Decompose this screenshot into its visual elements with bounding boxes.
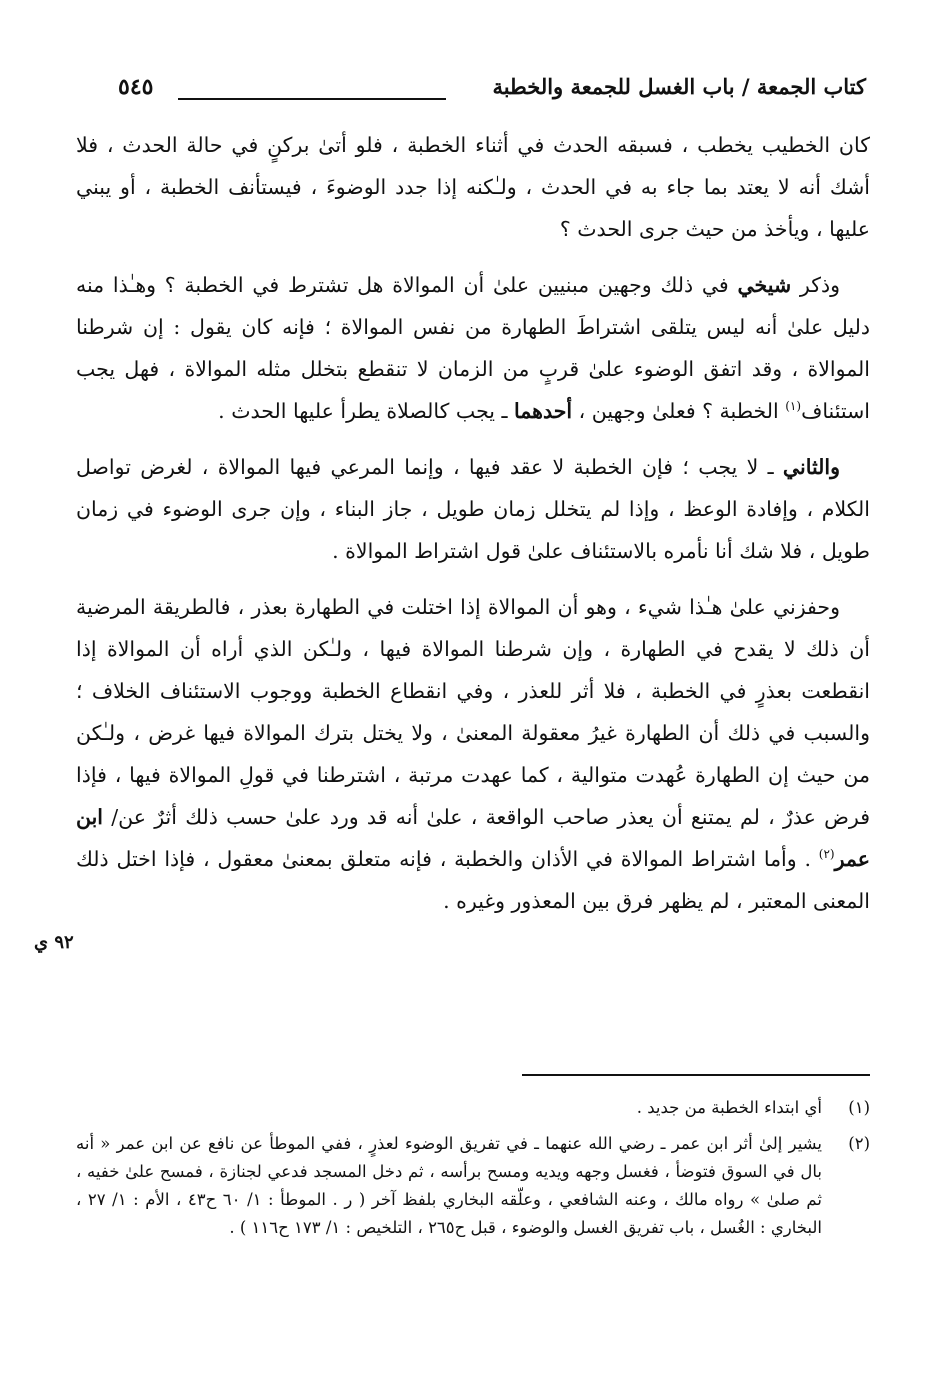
footnote-2-text: يشير إلىٰ أثر ابن عمر ـ رضي الله عنهما ـ في تفريق الوضوء لعذرٍ ، ففي الموطأ عن نافع عن ابن عمر « أنه بال في السوق فتوضأ ، فغسل وجهه ويديه ومسح برأسه ، ثم دخل المسجد فدعي لجنازة ، فمسح علىٰ خفيه ، ثم صلىٰ » رواه مالك ، وعنه الشافعي ، وعلّقه البخاري بلفظ آخر ( ر . الموطأ : ١/ ٦٠ ح٤٣ ، الأم : ١/ ٢٧ ، البخاري : الغُسل ، باب تفريق الغسل والوضوء ، قبل ح٢٦٥ ، التلخيص : ١/ ١٧٣ ح١١٦ ) .	[76, 1134, 822, 1237]
main-text	[76, 124, 870, 936]
paragraph-2-text-c: في ذلك وجهين مبنيين علىٰ أن الموالاة هل تشترط في الخطبة ؟ وهـٰذا منه دليل علىٰ أنه ليس يتلقى اشتراطَ الطهارة من نفس الموالاة ؛ فإنه كان يقول : إن شرطنا الموالاة ، وقد اتفق الوضوء علىٰ قربٍ من الزمان لا تنقطع بتخلل مثله الموالاة ، فهل يجب استئناف	[76, 273, 870, 423]
paragraph-2-text-f: ـ يجب كالصلاة يطرأ عليها الحدث .	[218, 399, 515, 423]
page-number: ٥٤٥	[118, 74, 154, 100]
header-rule	[178, 98, 446, 100]
footnote-2-number: (٢)	[848, 1134, 870, 1153]
footnote-1	[76, 1094, 870, 1122]
footnotes	[76, 1094, 870, 1250]
running-header	[118, 74, 866, 114]
manuscript-folio-note: ٩٢ ي	[34, 932, 74, 953]
paragraph-3-text: ـ لا يجب ؛ فإن الخطبة لا عقد فيها ، وإنما المرعي فيها الموالاة ، لغرض تواصل الكلام ، وإفادة الوعظ ، وإذا لم يتخلل زمان طويل ، جاز البناء ، وإن جرى الوضوء في زمان طويل ، فلا شك أنا نأمره بالاستئناف علىٰ قول اشتراط الموالاة .	[76, 455, 870, 563]
footnote-ref-1[interactable]: (١)	[785, 399, 802, 414]
bold-term-shaykhi: شيخي	[737, 273, 792, 297]
paragraph-1	[76, 124, 870, 250]
footnote-1-number: (١)	[848, 1098, 870, 1117]
paragraph-4-text-c: . وأما اشتراط الموالاة في الأذان والخطبة ، فإنه متعلق بمعنىٰ معقول ، فإذا اختل ذلك المعنى المعتبر ، لم يظهر فرق بين المعذور وغيره .	[76, 847, 870, 913]
bold-name-ibn-umar: ابن عمر	[76, 805, 870, 871]
header-title: كتاب الجمعة / باب الغسل للجمعة والخطبة	[492, 74, 866, 99]
footnote-1-text: أي ابتداء الخطبة من جديد .	[636, 1098, 822, 1117]
paragraph-2-text-a: وذكر	[791, 273, 840, 297]
paragraph-2-text-d: الخطبة ؟ فعلىٰ وجهين ،	[572, 399, 786, 423]
footnote-separator	[522, 1074, 870, 1076]
bold-term-althani: والثاني	[782, 455, 840, 479]
paragraph-1-text: كان الخطيب يخطب ، فسبقه الحدث في أثناء الخطبة ، فلو أتىٰ بركنٍ في حالة الحدث ، فلا أشك أنه لا يعتد بما جاء به في الحدث ، ولـٰكنه إذا جدد الوضوءَ ، فيستأنف الخطبة ، أو يبني عليها ، ويأخذ من حيث جرى الحدث ؟	[76, 133, 870, 241]
bold-term-ahaduhuma: أحدهما	[514, 399, 573, 423]
paragraph-4-text-a: وحفزني علىٰ هـٰذا شيء ، وهو أن الموالاة إذا اختلت في الطهارة بعذر ، فالطريقة المرضية أن ذلك لا يقدح في الطهارة ، وإن شرطنا الموالاة فيها ، ولـٰكن الذي أراه أن الموالاة إذا انقطعت بعذرٍ في الخطبة ، فلا أثر للعذر ، وفي انقطاع الخطبة ووجوب الاستئناف الخلاف ؛ والسبب في ذلك أن الطهارة غيرُ معقولة المعنىٰ ، ولا يختل بترك الموالاة فيها غرض ، ولـٰكن من حيث إن الطهارة عُهدت متوالية ، كما عهدت مرتبة ، اشترطنا في قولِ الموالاة فيها ، فإذا فرض عذرٌ ، لم يمتنع أن يعذر صاحب الواقعة ، علىٰ أنه قد ورد علىٰ حسب ذلك أثرٌ عن/	[76, 595, 870, 829]
paragraph-4	[76, 586, 870, 922]
footnote-ref-2[interactable]: (٢)	[818, 847, 835, 862]
paragraph-2	[76, 264, 870, 432]
paragraph-3	[76, 446, 870, 572]
footnote-2	[76, 1130, 870, 1242]
